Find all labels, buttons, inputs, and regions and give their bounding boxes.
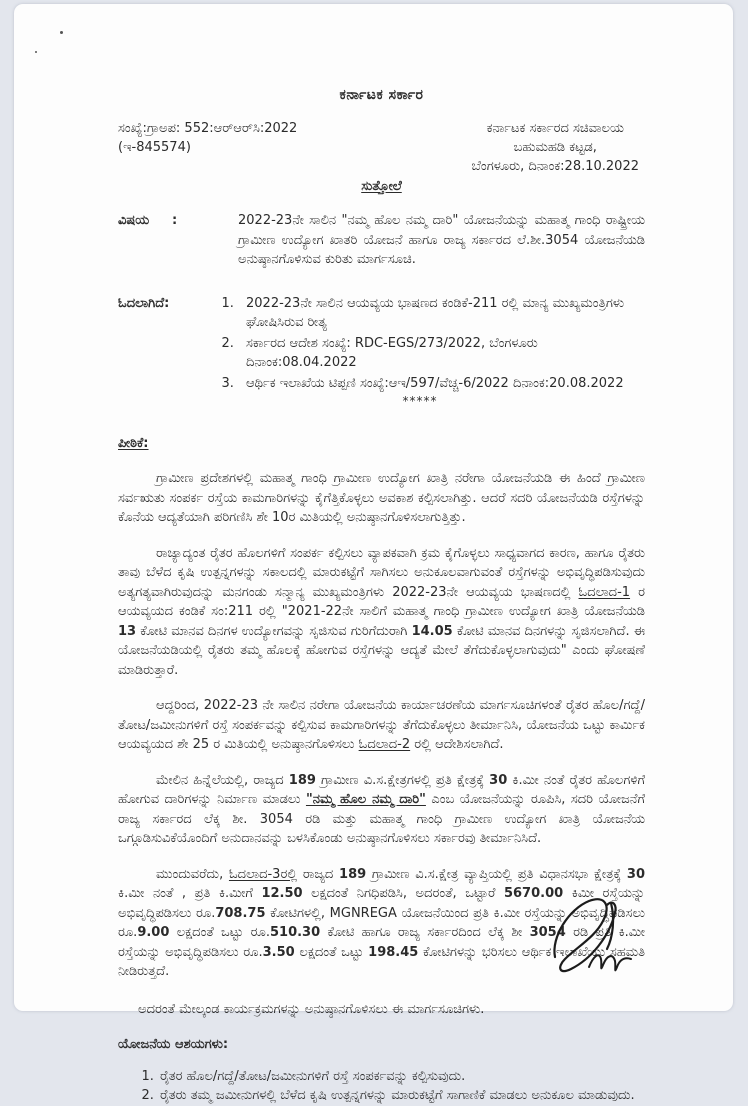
read-label: ಓದಲಾಗಿದೆ: [118, 295, 170, 311]
text-segment: ಲಕ್ಷದಂತೆ ನಿಗಧಿಪಡಿಸಿ, ಅದರಂತೆ, ಒಟ್ಟಾರೆ [302, 886, 504, 901]
text-segment: 5670.00 [503, 886, 564, 901]
list-item: 1. ರೈತರ ಹೊಲ/ಗದ್ದೆ/ತೋಟ/ಜಮೀನುಗಳಿಗೆ ರಸ್ತೆ ಸಂಪರ್ಕವನ್ನು ಕಲ್ಪಿಸುವುದು. [158, 1067, 645, 1087]
text-segment: ಓದಲಾದ-2 [358, 737, 411, 752]
office-line3: ಬೆಂಗಳೂರು, ದಿನಾಂಕ:28.10.2022 [471, 158, 639, 174]
text-segment: ಕಿ.ಮೀ ನಂತೆ ರೈತರ ಹೊಲಗಳಿಗೆ ಹೋಗುವ ದಾರಿಗಳನ್ನು ನಿರ್ಮಾಣ ಮಾಡಲು [118, 772, 646, 807]
ref-number-line1: ಸಂಖ್ಯೆ:ಗ್ರಾಅಪ: 552:ಆರ್‌ಆರ್‌ಸಿ:2022 [118, 120, 298, 136]
office-address [472, 119, 639, 176]
text-segment: ರಡಿ ಪ್ರತಿ ಕಿ.ಮೀ ರಸ್ತೆಯನ್ನು ಅಭಿವೃದ್ಧಿಪಡಿಸಲು ರೂ. [118, 925, 645, 960]
text-segment: ರ ಆಯವ್ಯಯದ ಕಂಡಿಕೆ ಸಂ:211 ರಲ್ಲಿ "2021-22ನೇ ಸಾಲಿಗೆ ಮಹಾತ್ಮ ಗಾಂಧಿ ಗ್ರಾಮೀಣ ಉದ್ಯೋಗ ಖಾತ್ರಿ ಯೋಜನೆಯಡಿ [118, 584, 645, 619]
text-segment: ಗ್ರಾಮೀಣ ವಿ.ಸ.ಕ್ಷೇತ್ರ ವ್ಯಾಪ್ತಿಯಲ್ಲಿ ಪ್ರತಿ ವಿಧಾನಸಭಾ ಕ್ಷೇತ್ರಕ್ಕೆ [366, 866, 627, 882]
separator-stars: ***** [402, 394, 438, 408]
text-segment: ಲಕ್ಷದಂತೆ ಒಟ್ಟು ರೂ. [169, 925, 270, 940]
closing-line: ಅದರಂತೆ ಮೇಲ್ಕಂಡ ಕಾರ್ಯಕ್ರಮಗಳನ್ನು ಅನುಷ್ಠಾನಗೊಳಿಸಲು ಈ ಮಾರ್ಗಸೂಚಿಗಳು. [138, 1001, 485, 1017]
doc-type-heading: ಸುತ್ತೋಲೆ [361, 178, 402, 194]
list-item: 2. ಸರ್ಕಾರದ ಆದೇಶ ಸಂಖ್ಯೆ: RDC-EGS/273/2022, ಬೆಂಗಳೂರು ದಿನಾಂಕ:08.04.2022 [238, 334, 645, 373]
text-segment: ಗ್ರಾಮೀಣ ವಿ.ಸ.ಕ್ಷೇತ್ರಗಳಲ್ಲಿ ಪ್ರತಿ ಕ್ಷೇತ್ರಕ್ಕೆ [315, 772, 490, 788]
text-segment: ಕೋಟಿ ಮಾನವ ದಿನಗಳನ್ನು ಸೃಜಿಸಲಾಗಿದೆ. ಈ ಯೋಜನೆಯಡಿಯಲ್ಲಿ ರೈತರು ತಮ್ಮ ಹೊಲಕ್ಕೆ ಹೋಗುವ ರಸ್ತೆಗಳನ್ನು ಆದ್ಯತೆ ಮೇಲೆ ತೆಗೆದುಕೊಳ್ಳಲಾಗುವುದು" ಎಂದು ಘೋಷಣೆ ಮಾಡಿರುತ್ತಾರೆ. [118, 623, 645, 678]
text-segment: ಕೋಟಿಗಳನ್ನು ಭರಿಸಲು ಆರ್ಥಿಕ ಇಲಾಖೆಯು ಸಹಮತಿ ನೀಡಿರುತ್ತದೆ. [118, 944, 645, 979]
text-segment: ರಲ್ಲಿ ಆದೇಶಿಸಲಾಗಿದೆ. [410, 737, 504, 752]
list-item: 2. ರೈತರು ತಮ್ಮ ಜಮೀನುಗಳಲ್ಲಿ ಬೆಳೆದ ಕೃಷಿ ಉತ್ಪನ್ನಗಳನ್ನು ಮಾರುಕಟ್ಟೆಗೆ ಸಾಗಾಣಿಕೆ ಮಾಡಲು ಅನುಕೂಲ ಮಾಡುವುದು. [158, 1086, 645, 1106]
read-section [118, 294, 645, 412]
text-segment: 189 [288, 772, 316, 788]
text-segment: 189 [339, 866, 367, 882]
subject-text: 2022-23ನೇ ಸಾಲಿನ "ನಮ್ಮ ಹೊಲ ನಮ್ಮ ದಾರಿ" ಯೋಜನೆಯನ್ನು ಮಹಾತ್ಮ ಗಾಂಧಿ ರಾಷ್ಟ್ರೀಯ ಗ್ರಾಮೀಣ ಉದ್ಯೋಗ ಖಾತರಿ ಯೋಜನೆ ಹಾಗೂ ರಾಜ್ಯ ಸರ್ಕಾರದ ಲೆ.ಶೀ.3054 ಯೋಜನೆಯಡಿ ಅನುಷ್ಠಾನಗೊಳಿಸುವ ಕುರಿತು ಮಾರ್ಗಸೂಚಿ. [238, 213, 645, 267]
text-segment: 14.05 [411, 623, 453, 639]
preamble-heading: ಪೀಠಿಕೆ: [118, 435, 149, 451]
subject-section [118, 211, 645, 270]
paragraph-4 [118, 771, 645, 849]
paragraph-3 [118, 696, 645, 755]
text-segment: ಓದಲಾದ-3ರಲ್ಲಿ [228, 866, 298, 882]
scanned-document-page [14, 4, 733, 1103]
text-segment: ಮುಂದುವರೆದು, [156, 866, 229, 882]
office-line2: ಬಹುಮಹಡಿ ಕಟ್ಟಡ, [513, 139, 597, 155]
text-segment: 3054 [529, 925, 566, 940]
text-segment: "ನಮ್ಮ ಹೊಲ ನಮ್ಮ ದಾರಿ" [305, 792, 426, 807]
ref-number-line2: (ಇ-845574) [118, 139, 191, 155]
text-segment: 708.75 [215, 905, 266, 921]
text-segment: ಕಿಮೀ ರಸ್ತೆಯನ್ನು ಅಭಿವೃದ್ಧಿಪಡಿಸಲು ರೂ. [118, 886, 645, 921]
text-segment: 510.30 [269, 925, 321, 940]
text-segment: 30 [626, 866, 645, 882]
read-list [195, 294, 645, 394]
subject-label: ವಿಷಯ [118, 213, 150, 228]
text-segment: ಕೋಟಿ ಮಾನವ ದಿನಗಳ ಉದ್ಯೋಗವನ್ನು ಸೃಜಿಸುವ ಗುರಿಗೆದುರಾಗಿ [136, 623, 412, 639]
paragraph-1 [118, 469, 645, 528]
text-segment: 30 [489, 772, 508, 788]
objectives-heading: ಯೋಜನೆಯ ಆಶಯಗಳು: [118, 1037, 229, 1052]
page-title: ಕರ್ನಾಟಕ ಸರ್ಕಾರ [339, 87, 424, 103]
text-segment: ಓದಲಾದ-1 [578, 584, 631, 600]
text-segment: ರಾಜ್ಯದ [297, 866, 340, 882]
text-segment: 9.00 [137, 925, 170, 940]
list-item: 3. ಆರ್ಥಿಕ ಇಲಾಖೆಯ ಟಿಪ್ಪಣಿ ಸಂಖ್ಯೆ:ಆಇ/597/ವೆಚ್ಚ-6/2022 ದಿನಾಂಕ:20.08.2022 [238, 374, 645, 394]
subject-colon: : [172, 213, 178, 228]
reference-block [118, 119, 645, 176]
text-segment: 13 [118, 623, 137, 639]
text-segment: ಕೋಟಿಗಳಲ್ಲಿ, MGNREGA ಯೋಜನೆಯಿಂದ ಪ್ರತಿ ಕಿ.ಮೀ ರಸ್ತೆಯನ್ನು ಅಭಿವೃದ್ಧಿಪಡಿಸಲು ರೂ. [118, 905, 646, 940]
text-segment: ಆದ್ದರಿಂದ, 2022-23 ನೇ ಸಾಲಿನ ನರೇಗಾ ಯೋಜನೆಯ ಕಾರ್ಯಾಚರಣೆಯ ಮಾರ್ಗಸೂಚಿಗಳಂತೆ ರೈತರ ಹೊಲ/ಗದ್ದೆ/ತೋಟ/ಜಮೀನುಗಳಿಗೆ ರಸ್ತೆ ಸಂಪರ್ಕವನ್ನು ಕಲ್ಪಿಸುವ ಕಾಮಗಾರಿಗಳನ್ನು ತೆಗೆದುಕೊಳ್ಳಲು ತೀರ್ಮಾನಿಸಿ, ಯೋಜನೆಯ ಒಟ್ಟು ಕಾರ್ಮಿಕ ಆಯವ್ಯಯದ ಶೇ 25 ರ ಮಿತಿಯಲ್ಲಿ ಅನುಷ್ಠಾನಗೊಳಿಸಲು [118, 698, 645, 752]
text-segment: ಎಂಬ ಯೋಜನೆಯನ್ನು ರೂಪಿಸಿ, ಸದರಿ ಯೋಜನೆಗೆ ರಾಜ್ಯ ಸರ್ಕಾರದ ಲೆಕ್ಕ ಶೀ. 3054 ರಡಿ ಮತ್ತು ಮಹಾತ್ಮ ಗಾಂಧಿ ಗ್ರಾಮೀಣ ಉದ್ಯೋಗ ಖಾತ್ರಿ ಯೋಜನೆಯ ಒಗ್ಗೂಡಿಸುವಿಕೆಯೊಂದಿಗೆ ಅನುದಾನವನ್ನು ಬಳಸಿಕೊಂಡು ಅನುಷ್ಠಾನಗೊಳಿಸಲು ಸರ್ಕಾರವು ತೀರ್ಮಾನಿಸಿದೆ. [118, 792, 645, 846]
list-item: 1. 2022-23ನೇ ಸಾಲಿನ ಆಯವ್ಯಯ ಭಾಷಣದ ಕಂಡಿಕೆ-211 ರಲ್ಲಿ ಮಾನ್ಯ ಮುಖ್ಯಮಂತ್ರಿಗಳು ಘೋಷಿಸಿರುವ ರೀತ್ಯ [238, 294, 645, 333]
paragraph-2 [118, 544, 645, 681]
objectives-list [118, 1067, 645, 1106]
text-segment: ರಾಜ್ಯಾದ್ಯಂತ ರೈತರ ಹೊಲಗಳಿಗೆ ಸಂಪರ್ಕ ಕಲ್ಪಿಸಲು ವ್ಯಾಪಕವಾಗಿ ಕ್ರಮ ಕೈಗೊಳ್ಳಲು ಸಾಧ್ಯವಾಗದ ಕಾರಣ, ಹಾಗೂ ರೈತರು ತಾವು ಬೆಳೆದ ಕೃಷಿ ಉತ್ಪನ್ನಗಳನ್ನು ಸಕಾಲದಲ್ಲಿ ಮಾರುಕಟ್ಟೆಗೆ ಸಾಗಿಸಲು ಅನುಕೂಲವಾಗುವಂತೆ ರಸ್ತೆಗಳನ್ನು ಅಭಿವೃದ್ಧಿಪಡಿಸುವುದು ಅತ್ಯಗತ್ಯವಾಗಿರುವುದನ್ನು ಮನಗಂಡು ಸನ್ಮಾನ್ಯ ಮುಖ್ಯಮಂತ್ರಿಗಳು 2022-23ನೇ ಆಯವ್ಯಯ ಭಾಷಣದಲ್ಲಿ [118, 545, 645, 600]
signature-icon [549, 893, 661, 993]
text-segment: 12.50 [261, 886, 303, 901]
office-line1: ಕರ್ನಾಟಕ ಸರ್ಕಾರದ ಸಚಿವಾಲಯ [486, 120, 624, 136]
text-segment: ಕೋಟಿ ಹಾಗೂ ರಾಜ್ಯ ಸರ್ಕಾರದಿಂದ ಲೆಕ್ಕ ಶೀ [320, 925, 530, 940]
ref-number [118, 119, 297, 176]
text-segment: 3.50 [262, 944, 295, 960]
text-segment: ಲಕ್ಷದಂತೆ ಒಟ್ಟು [294, 944, 369, 960]
text-segment: 198.45 [368, 944, 419, 960]
text-segment: ಗ್ರಾಮೀಣ ಪ್ರದೇಶಗಳಲ್ಲಿ ಮಹಾತ್ಮ ಗಾಂಧಿ ಗ್ರಾಮೀಣ ಉದ್ಯೋಗ ಖಾತ್ರಿ ನರೇಗಾ ಯೋಜನೆಯಡಿ ಈ ಹಿಂದೆ ಗ್ರಾಮೀಣ ಸರ್ವಋತು ಸಂಪರ್ಕ ರಸ್ತೆಯ ಕಾಮಗಾರಿಗಳನ್ನು ಕೈಗೆತ್ತಿಕೊಳ್ಳಲು ಅವಕಾಶ ಕಲ್ಪಿಸಲಾಗಿತ್ತು. ಆದರೆ ಸದರಿ ಯೋಜನೆಯಡಿ ರಸ್ತೆಗಳನ್ನು ಕೊನೆಯ ಆದ್ಯತೆಯಾಗಿ ಪರಿಗಣಿಸಿ ಶೇ 10ರ ಮಿತಿಯಲ್ಲಿ ಅನುಷ್ಠಾನಗೊಳಿಸಲಾಗುತ್ತಿತ್ತು. [118, 471, 645, 525]
text-segment: ಕಿ.ಮೀ ನಂತೆ , ಪ್ರತಿ ಕಿ.ಮೀಗೆ [118, 886, 262, 901]
text-segment: ಮೇಲಿನ ಹಿನ್ನೆಲೆಯಲ್ಲಿ, ರಾಜ್ಯದ [156, 772, 289, 788]
